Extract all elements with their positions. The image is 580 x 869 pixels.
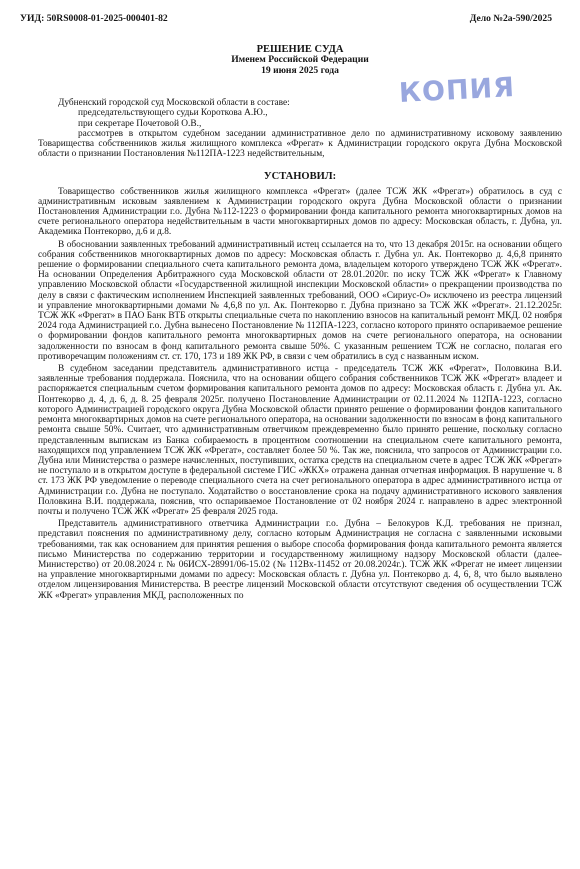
paragraph-2: В обосновании заявленных требований административный истец ссылается на то, что 13 декабря 2015г. на основании общего собрания собственников многоквартирных домов по адресу: Московская область г. Дубна ул. Ак. Понтекорво д. 4,6,8 принято решение о формировании специального счета капитального ремонта дома, владельцем которого утверждено ТСЖ ЖК «Фрегат». На основании Определения Арбитражного суда Московской области от 28.01.2020г. по иску ТСЖ ЖК «Фрегат» к Главному управлению Московской области «Государственной жилищной инспекции Московской области» о прекращении производства по делу в связи с фактическим исполнением Инспекцией заявленных требований, ООО «Сириус-О» исключено из реестра лицензий и управление многоквартирными домами № 4,6,8 по ул. Ак. Понтекорво г. Дубна признано за ТСЖ ЖК «Фрегат». 21.12.2025г. ТСЖ ЖК «Фрегат» в ПАО Банк ВТБ открыты специальные счета по накоплению взносов на капитальный ремонт МКД. 02 ноября 2024 года Администрацией г.о. Дубна вынесено Постановление № 112ПА-1223, согласно которого принято оспариваемое решение о формировании фондов капитального ремонта многоквартирных домов на счете регионального оператора, на основании задолженности по взносам в фонд капитального ремонта свыше 50%. С указанным решением ТСЖ не согласно, полагая его противоречащим положениям ст. ст. 170, 173 и 189 ЖК РФ, в связи с чем обратились в суд с названным иском. bbox=[38, 239, 562, 362]
case-number: Дело №2а-590/2025 bbox=[469, 13, 552, 24]
document-subtitle: Именем Российской Федерации bbox=[231, 54, 369, 66]
document-header bbox=[20, 14, 552, 24]
section-heading: УСТАНОВИЛ: bbox=[263, 171, 337, 183]
paragraph-4: Представитель административного ответчика Администрации г.о. Дубна – Белокуров К.Д. требования не признал, представил пояснения по административному делу, согласно которым Администрация не согласна с заявленными исковыми требованиями, так как основанием для принятия решения о выборе способа формирования фонда капитального ремонта является письмо Министерства по содержанию территории и государственному жилищному надзору Московской области (далее- Министерство) от 20.08.2024 г. № 06ИСХ-28991/06-15.02 (№ 112Вх-11452 от 20.08.2024г.). ТСЖ ЖК «Фрегат не имеет лицензии на управление многоквартирными домами по адресу: Московская область г. Дубна ул. Понтекорво д. 4, 6, 8, что было выявлено отделом лицензирования Министерства. В реестре лицензий Московской области отсутствуют сведения об осуществлении ТСЖ ЖК «Фрегат» управления МКД, расположенных по bbox=[38, 519, 562, 601]
paragraph-3: В судебном заседании представитель административного истца - председатель ТСЖ ЖК «Фрегат», Половкина В.И. заявленные требования поддержала. Пояснила, что на основании общего собрания собственников ТСЖ ЖК «Фрегат» владеет и распоряжается специальным счетом формирования капитального ремонта домов по адресу: Московская область г. Дубна ул. Ак. Понтекорво д. 4, д. 6, д. 8. 25 февраля 2025г. получено Постановление Администрации от 02.11.2024 № 112ПА-1223, согласно которого Администрацией городского округа Дубна Московской области принято решение о формировании фондов капитального ремонта многоквартирных домов на счете регионального оператора, на основании задолженности по взносам в фонд капитального ремонта свыше 50%. Считает, что административным ответчиком преждевременно было принято решение, поскольку согласно представленным выпискам из Банка собираемость в процентном соотношении на специальном счете капитального ремонта, находящихся под управлением ТСЖ ЖК «Фрегат», составляет более 50 %. Так же, пояснила, что запросов от Администрации г.о. Дубна или Министерства о размере начисленных, поступивших, остатка средств на специальном счете в адрес ТСЖ ЖК «Фрегат» не поступало и в открытом доступе в федеральной системе ГИС «ЖКХ» отражена данная отчетная информация. В нарушение ч. 8 ст. 173 ЖК РФ уведомление о переводе специального счета на счет регионального оператора в адрес административного истца от Администрации г.о. Дубна не поступало. Ходатайство о восстановление срока на подачу административного искового заявления Половкина В.И. поддержала, пояснив, что оспариваемое Постановление от 02 ноября 2024 г. направлено в адрес электронной почты и получено ТСЖ ЖК «Фрегат» 25 февраля 2025 года. bbox=[38, 364, 562, 517]
title-block bbox=[38, 44, 562, 76]
case-description: рассмотрев в открытом судебном заседании административное дело по административному исковому заявлению Товарищества собственников жилья жилищного комплекса «Фрегат» к Администрации городского округа Дубна Московской области о признании Постановления №112ПА-1223 недействительным, bbox=[38, 128, 562, 160]
copy-stamp: КОПИЯ bbox=[398, 71, 516, 110]
paragraph-1: Товарищество собственников жилья жилищного комплекса «Фрегат» (далее ТСЖ ЖК «Фрегат») обратилось в суд с административным исковым заявлением к Администрации городского округа Дубна Московской области о признании Постановления Администрации г.о. Дубна №112-1223 о формировании фонда капитального ремонта многоквартирных домов на счете регионального оператора недействительным в части многоквартирных домов по адресу: Московская область, г. Дубна, ул. Академика Понтекорво, д.6 и д.8. bbox=[38, 186, 562, 238]
court-name: Дубненский городской суд Московской области в составе: bbox=[58, 98, 290, 109]
presiding-judge: председательствующего судьи Короткова А.Ю., bbox=[78, 108, 268, 119]
document-title: РЕШЕНИЕ СУДА bbox=[256, 44, 344, 56]
document-date: 19 июня 2025 года bbox=[261, 64, 339, 76]
court-secretary: при секретаре Почетовой О.В., bbox=[78, 118, 202, 129]
case-uid: УИД: 50RS0008-01-2025-000401-82 bbox=[20, 13, 168, 24]
